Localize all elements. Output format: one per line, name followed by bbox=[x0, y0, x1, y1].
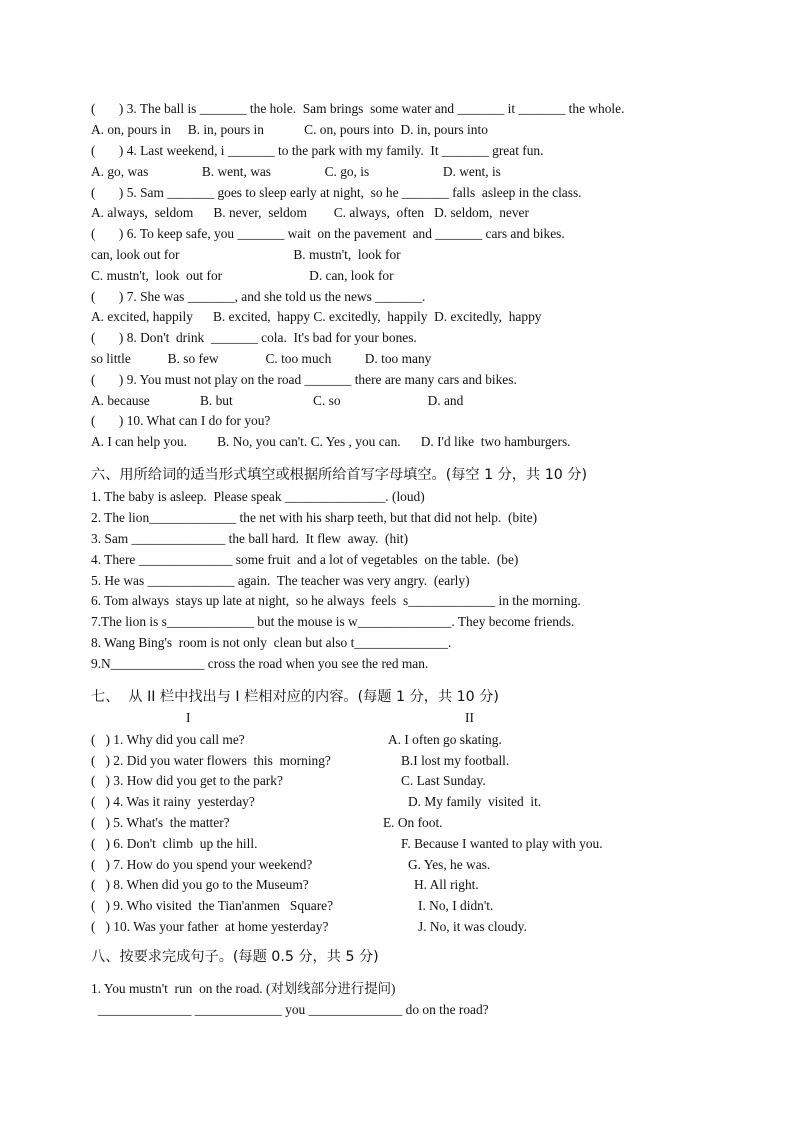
match-right-f: F. Because I wanted to play with you. bbox=[401, 836, 603, 851]
match-left-5: ( ) 5. What's the matter? bbox=[91, 815, 230, 830]
question-7: ( ) 7. She was _______, and she told us the news _______. bbox=[91, 289, 426, 304]
rewrite-item-1: 1. You mustn't run on the road. (对划线部分进行提问) bbox=[91, 981, 396, 996]
question-10: ( ) 10. What can I do for you? bbox=[91, 413, 271, 428]
question-9: ( ) 9. You must not play on the road _______ there are many cars and bikes. bbox=[91, 372, 517, 387]
question-4-options: A. go, was B. went, was C. go, is D. went, is bbox=[91, 164, 501, 179]
section-8-heading: 八、按要求完成句子。(每题 0.5 分，共 5 分) bbox=[91, 949, 379, 965]
question-7-options: A. excited, happily B. excited, happy C. excitedly, happily D. excitedly, happy bbox=[91, 309, 542, 324]
match-right-d: D. My family visited it. bbox=[408, 794, 542, 809]
question-3: ( ) 3. The ball is _______ the hole. Sam brings some water and _______ it _______ the whole. bbox=[91, 101, 625, 116]
question-8-options: so little B. so few C. too much D. too many bbox=[91, 351, 432, 366]
match-left-4: ( ) 4. Was it rainy yesterday? bbox=[91, 794, 255, 809]
match-right-g: G. Yes, he was. bbox=[408, 857, 491, 872]
fill-item-7: 7.The lion is s_____________ but the mouse is w______________. They become friends. bbox=[91, 614, 575, 629]
column-1-header: I bbox=[186, 710, 191, 725]
question-3-options: A. on, pours in B. in, pours in C. on, pours into D. in, pours into bbox=[91, 122, 488, 137]
match-right-a: A. I often go skating. bbox=[388, 732, 502, 747]
question-9-options: A. because B. but C. so D. and bbox=[91, 393, 464, 408]
match-left-10: ( ) 10. Was your father at home yesterday? bbox=[91, 919, 329, 934]
match-right-h: H. All right. bbox=[414, 877, 479, 892]
fill-item-6: 6. Tom always stays up late at night, so he always feels s_____________ in the morning. bbox=[91, 593, 581, 608]
fill-item-5: 5. He was _____________ again. The teacher was very angry. (early) bbox=[91, 573, 470, 588]
section-6-heading: 六、用所给词的适当形式填空或根据所给首写字母填空。(每空 1 分，共 10 分) bbox=[91, 467, 588, 483]
fill-item-9: 9.N______________ cross the road when you see the red man. bbox=[91, 656, 429, 671]
match-right-b: B.I lost my football. bbox=[401, 753, 510, 768]
question-4: ( ) 4. Last weekend, i _______ to the park with my family. It _______ great fun. bbox=[91, 143, 544, 158]
question-5-options: A. always, seldom B. never, seldom C. always, often D. seldom, never bbox=[91, 205, 529, 220]
match-left-7: ( ) 7. How do you spend your weekend? bbox=[91, 857, 313, 872]
column-2-header: II bbox=[465, 710, 474, 725]
fill-item-2: 2. The lion_____________ the net with his sharp teeth, but that did not help. (bite) bbox=[91, 510, 538, 525]
fill-item-3: 3. Sam ______________ the ball hard. It flew away. (hit) bbox=[91, 531, 409, 546]
fill-item-1: 1. The baby is asleep. Please speak _______________. (loud) bbox=[91, 489, 425, 504]
fill-item-8: 8. Wang Bing's room is not only clean but also t______________. bbox=[91, 635, 452, 650]
match-right-e: E. On foot. bbox=[383, 815, 443, 830]
question-6: ( ) 6. To keep safe, you _______ wait on the pavement and _______ cars and bikes. bbox=[91, 226, 565, 241]
match-left-1: ( ) 1. Why did you call me? bbox=[91, 732, 245, 747]
match-left-2: ( ) 2. Did you water flowers this morning? bbox=[91, 753, 331, 768]
fill-item-4: 4. There ______________ some fruit and a lot of vegetables on the table. (be) bbox=[91, 552, 519, 567]
match-left-3: ( ) 3. How did you get to the park? bbox=[91, 773, 283, 788]
match-right-c: C. Last Sunday. bbox=[401, 773, 486, 788]
question-6-options: can, look out for B. mustn't, look for bbox=[91, 247, 401, 262]
question-6-options-2: C. mustn't, look out for D. can, look for bbox=[91, 268, 394, 283]
question-8: ( ) 8. Don't drink _______ cola. It's bad for your bones. bbox=[91, 330, 417, 345]
rewrite-item-1-blanks: ______________ _____________ you ______________ do on the road? bbox=[91, 1002, 489, 1017]
match-left-9: ( ) 9. Who visited the Tian'anmen Square? bbox=[91, 898, 334, 913]
section-7-heading: 七、 从 II 栏中找出与 I 栏相对应的内容。(每题 1 分，共 10 分) bbox=[91, 689, 499, 705]
question-5: ( ) 5. Sam _______ goes to sleep early at night, so he _______ falls asleep in the class. bbox=[91, 185, 582, 200]
match-right-i: I. No, I didn't. bbox=[418, 898, 494, 913]
match-left-8: ( ) 8. When did you go to the Museum? bbox=[91, 877, 309, 892]
match-right-j: J. No, it was cloudy. bbox=[418, 919, 527, 934]
question-10-options: A. I can help you. B. No, you can't. C. Yes , you can. D. I'd like two hamburgers. bbox=[91, 434, 571, 449]
match-left-6: ( ) 6. Don't climb up the hill. bbox=[91, 836, 258, 851]
